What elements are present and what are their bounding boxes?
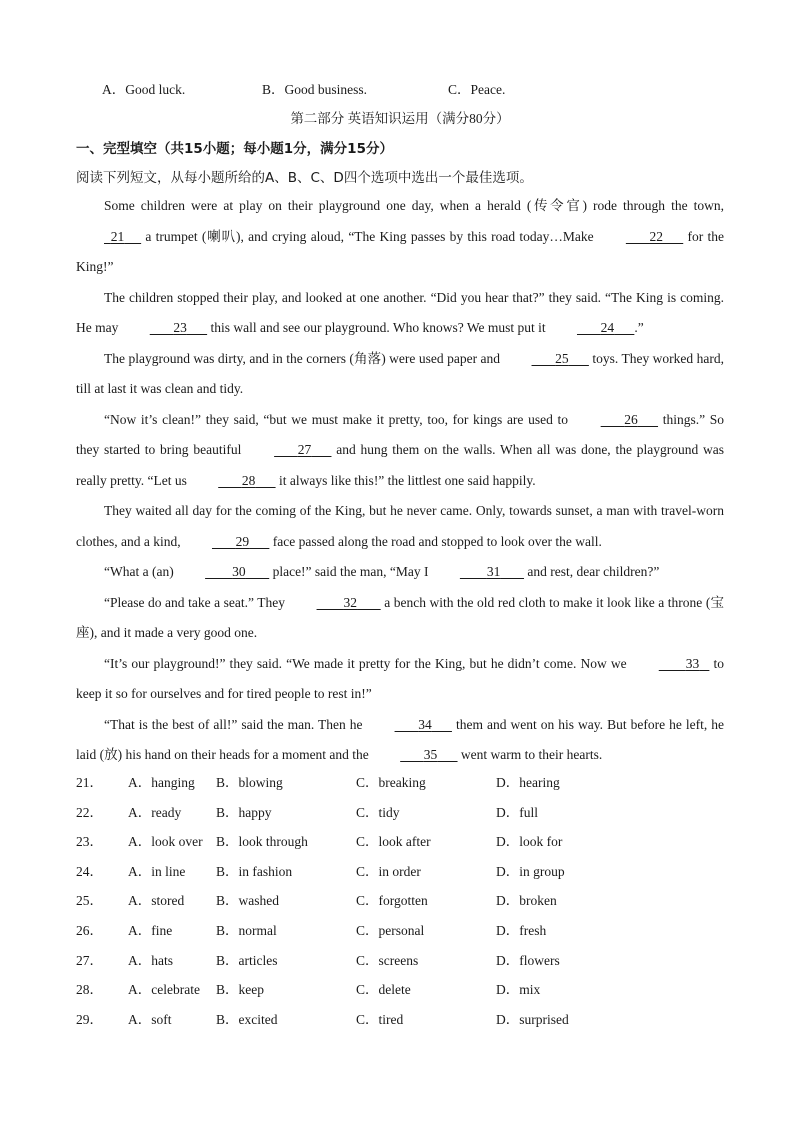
option-d: D．mix: [496, 982, 541, 998]
option-c: C．in order: [356, 863, 421, 879]
question-number: 25．: [76, 893, 103, 909]
passage-text: The children stopped their play, and looked at one another. “Did you hear that?” they said. “The King is coming. He may: [76, 289, 724, 335]
option-a: A．soft: [128, 1011, 172, 1027]
passage-text: .”: [634, 320, 644, 335]
blank-number: 33: [685, 655, 700, 671]
paragraph-2: [76, 283, 724, 344]
blank-23: [122, 313, 207, 344]
question-number: 24．: [76, 863, 103, 879]
blank-number: 35: [423, 747, 438, 762]
option-b: B．excited: [216, 1011, 278, 1027]
question-number: 21．: [76, 775, 103, 790]
paragraph-3: [76, 344, 724, 405]
option-d: D．surprised: [496, 1011, 569, 1027]
passage-text: “It’s our playground!” they said. “We made it pretty for the King, but he didn’t come. Now we: [104, 655, 631, 671]
option-c: C．tidy: [356, 804, 400, 820]
passage-text: place!” said the man, “May I: [269, 564, 432, 579]
blank-24: [549, 313, 634, 344]
question-number: 26．: [76, 922, 103, 938]
blank-number: 30: [232, 564, 246, 579]
passage-text: Some children were at play on their playground one day, when a herald (传令官) rode through the town,: [104, 198, 724, 213]
passage-text: The playground was dirty, and in the corners (角落) were used paper and: [104, 350, 504, 366]
blank-34: [367, 710, 452, 741]
paragraph-4: [76, 405, 724, 497]
paragraph-7: [76, 588, 724, 649]
passage-text: this wall and see our playground. Who knows? We must put it: [207, 320, 549, 335]
option-d: D．look for: [496, 834, 563, 850]
option-c: C．forgotten: [356, 893, 428, 909]
blank-26: [573, 405, 658, 436]
paragraph-1: [76, 191, 724, 283]
option-a: A．hats: [128, 952, 173, 968]
option-c: C．breaking: [356, 775, 426, 790]
question-number: 29．: [76, 1011, 103, 1027]
blank-number: 34: [418, 716, 432, 732]
option-a: A．celebrate: [128, 982, 200, 998]
option-b: B．normal: [216, 922, 277, 938]
option-c: C．delete: [356, 982, 411, 998]
blank-number: 31: [486, 564, 501, 579]
option-b: B．articles: [216, 952, 278, 968]
blank-number: 28: [241, 472, 256, 488]
blank-number: 24: [600, 320, 615, 335]
passage-text: went warm to their hearts.: [457, 747, 603, 762]
option-b: B．happy: [216, 804, 272, 820]
option-a: A．ready: [128, 804, 182, 820]
blank-22: [598, 222, 683, 253]
question-number: 22．: [76, 804, 103, 820]
passage-text: They waited all day for the coming of the King, but he never came. Only, towards sunset, a man with travel-worn clothes, and a kind,: [76, 503, 724, 549]
option-b: B．Good business.: [262, 82, 368, 97]
instructions: 阅读下列短文，从每小题所给的A、B、C、D四个选项中选出一个最佳选项。: [76, 170, 533, 186]
passage-text: a bench with the old red cloth to make it look like a throne (宝座), and it made a very good one.: [76, 594, 724, 640]
paragraph-8: [76, 649, 724, 710]
blank-number: 25: [555, 350, 569, 366]
passage-text: toys. They worked hard, till at last it was clean and tidy.: [76, 350, 724, 396]
question-number: 28．: [76, 982, 103, 998]
option-c: C．personal: [356, 922, 425, 938]
passage-text: “That is the best of all!” said the man. Then he: [104, 716, 367, 732]
passage-text: things.” So they started to bring beautiful: [76, 411, 724, 457]
option-b: B．washed: [216, 893, 279, 909]
option-d: D．hearing: [496, 775, 560, 790]
blank-29: [184, 527, 269, 558]
option-b: B．in fashion: [216, 863, 293, 879]
option-a: A．stored: [128, 893, 185, 909]
question-number: 27．: [76, 952, 103, 968]
blank-21: [76, 222, 141, 253]
option-d: D．broken: [496, 893, 557, 909]
section-title: 一、完型填空（共15小题；每小题1分，满分15分）: [76, 141, 393, 157]
passage-text: them and went on his way. But before he left, he laid (放) his hand on their heads for a moment and the: [76, 716, 724, 762]
passage-text: and rest, dear children?”: [524, 564, 660, 579]
cloze-passage: [76, 191, 724, 771]
blank-32: [289, 588, 381, 619]
passage-text: and hung them on the walls. When all was done, the playground was really pretty. “Let us: [76, 442, 724, 488]
option-d: D．full: [496, 804, 538, 820]
option-c: C．look after: [356, 834, 431, 850]
passage-text: for the King!”: [76, 228, 724, 274]
blank-30: [177, 557, 269, 588]
blank-27: [246, 435, 331, 466]
blank-number: 32: [343, 594, 358, 610]
blank-number: 21: [110, 228, 125, 244]
blank-number: 26: [624, 411, 638, 427]
option-c: C．Peace.: [448, 82, 506, 97]
passage-text: a trumpet (喇叭), and crying aloud, “The King passes by this road today…Make: [141, 228, 598, 244]
blank-number: 27: [297, 442, 312, 457]
blank-35: [372, 740, 457, 771]
paragraph-5: [76, 496, 724, 557]
blank-number: 22: [649, 228, 663, 244]
blank-28: [190, 466, 275, 497]
blank-31: [432, 557, 524, 588]
option-c: C．tired: [356, 1011, 404, 1027]
blank-number: 29: [235, 533, 250, 549]
blank-33: [631, 649, 710, 680]
option-d: D．fresh: [496, 922, 547, 938]
passage-text: it always like this!” the littlest one said happily.: [275, 472, 536, 488]
option-a: A．look over: [128, 834, 203, 850]
passage-text: “What a (an): [104, 564, 178, 579]
paragraph-9: [76, 710, 724, 771]
question-number: 23．: [76, 834, 103, 850]
blank-25: [504, 344, 589, 375]
paragraph-6: [76, 557, 724, 588]
option-c: C．screens: [356, 952, 419, 968]
passage-text: “Please do and take a seat.” They: [104, 594, 289, 610]
option-a: A．Good luck.: [102, 82, 186, 97]
part-title: 第二部分 英语知识运用（满分80分）: [290, 111, 510, 126]
option-d: D．in group: [496, 863, 565, 879]
option-a: A．hanging: [128, 775, 195, 790]
passage-text: “Now it’s clean!” they said, “but we must make it pretty, too, for kings are used to: [104, 411, 573, 427]
option-a: A．in line: [128, 863, 186, 879]
blank-number: 23: [173, 320, 187, 335]
passage-text: to keep it so for ourselves and for tired people to rest in!”: [76, 655, 724, 701]
option-d: D．flowers: [496, 952, 560, 968]
option-b: B．look through: [216, 834, 308, 850]
option-a: A．fine: [128, 922, 173, 938]
option-b: B．keep: [216, 982, 264, 998]
passage-text: face passed along the road and stopped to look over the wall.: [269, 533, 602, 549]
option-b: B．blowing: [216, 775, 283, 790]
